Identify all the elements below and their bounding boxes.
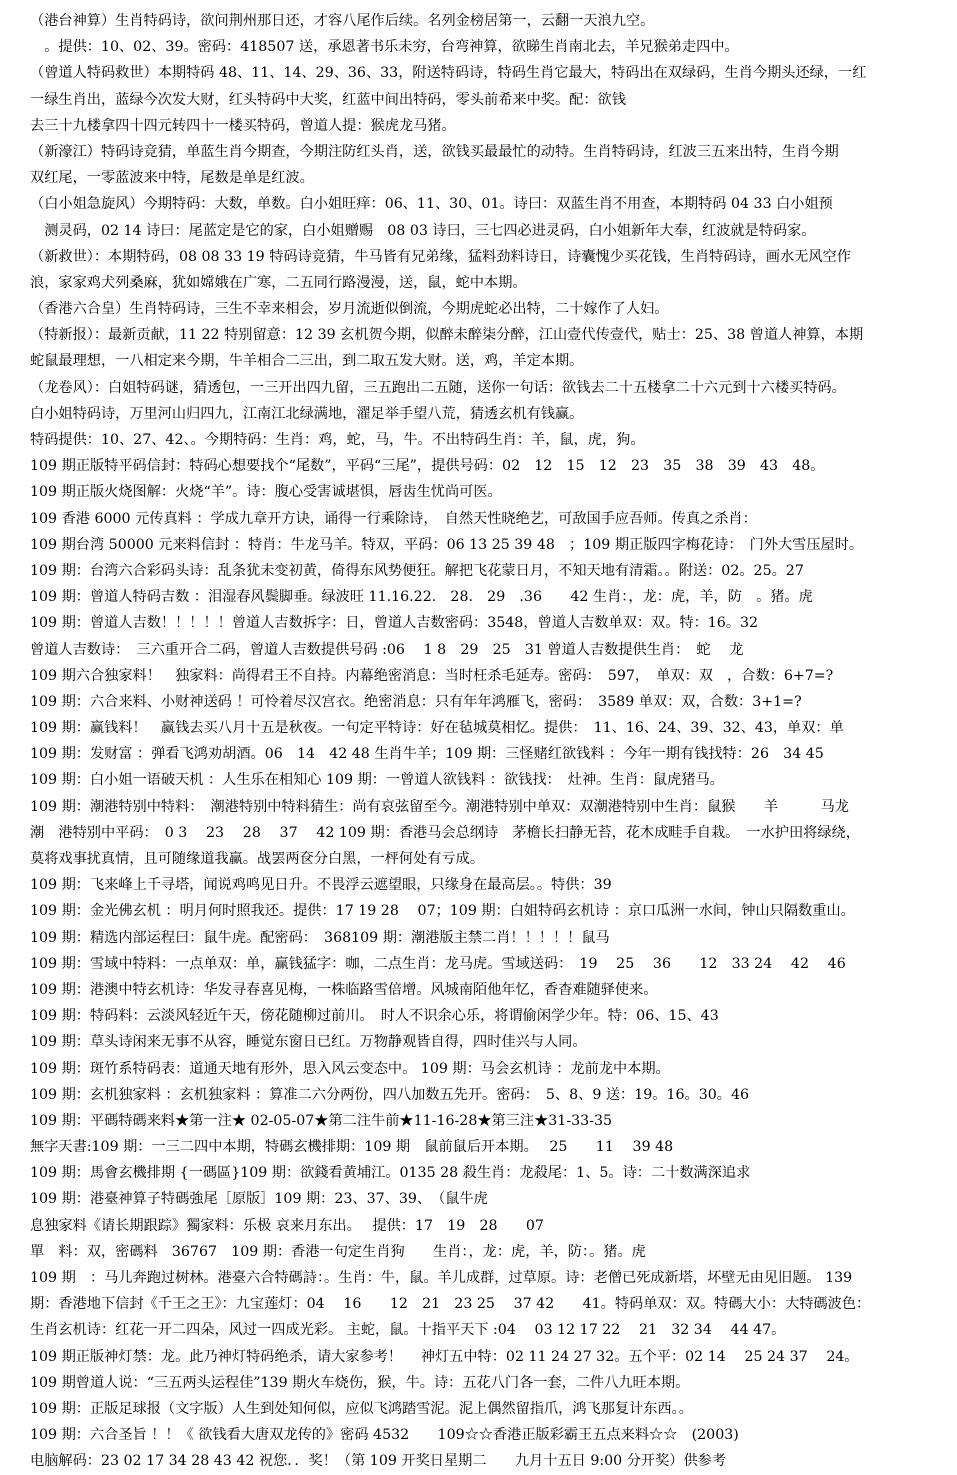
text-line: 息独家料《请长期跟踪》獨家料：乐极 哀来月东出。 提供：17 19 28 07 [30,1217,544,1234]
text-line: （龙卷风）：白姐特码谜，猜透包，一三开出四九留，三五跑出二五随，送你一句话：欲钱去二十五楼拿二十六元到十六楼买特码。 [30,379,846,396]
text-line: 109 期：玄机独家料 ：玄机独家料 ：算准二六分两份，四八加数五先开。密码： 5、8、9 送：19。16。30。46 [30,1086,750,1103]
text-line: 109 期：六合来料、小财神送码 ！可怜着尽汉宫衣。绝密消息：只有年年鸿雁飞，密码： 3589 单双：双，合数：3+1=? [30,693,802,710]
text-line: 生肖玄机诗：红花一开二四朵，风过一四成光彩。 主蛇，鼠。十指平天下 :04 03 12 17 22 21 32 34 44 47。 [30,1322,786,1339]
text-line: 。提供：10、02、39。密码：418507 送，承恩著书乐未穷，台弯神算，欲睇生肖南北去，羊兄猴弟走四中。 [30,39,739,56]
text-line: 去三十九楼拿四十四元转四十一楼买特码，曾道人提：猴虎龙马猪。 [30,117,456,134]
text-line: 109 期：曾道人特码吉数 ：泪湿春风鬓脚垂。绿波旺 11.16.22. 28. 29 .36 42 生肖：，龙：虎，羊，防 。猪。虎 [30,589,813,606]
text-line: 109 期：飞来峰上千寻塔，闻说鸡鸣见日升。不畏浮云遮望眼，只缘身在最高层。。特供：39 [30,877,612,894]
text-line: （新濠江）特码诗竞猜，单蓝生肖今期查，今期注防红头肖，送，欲钱买最最忙的动特。生肖特码诗，红波三五来出特，生肖今期 [30,143,839,160]
text-line: （新救世）：本期特码，08 08 33 19 特码诗竞猜，牛马皆有兄弟缘，猛料劲料诗日，诗囊愧少买花钱，生肖特码诗，画水无风空作 [30,248,851,265]
text-line: 109 期：港臺神算子特碼強尾［原版］109 期：23、37、39、 （鼠牛虎 [30,1191,488,1208]
text-line: 109 期：六合圣旨 ！！《 欲钱看大唐双龙传的》密码 4532 109☆☆香港正版彩霸王五点来料☆☆ (2003) [30,1427,739,1444]
text-line: 109 期正版神灯禁：龙。此乃神灯特码绝杀，请大家参考！ 神灯五中特：02 11 24 27 32。五个平：02 14 25 24 37 24。 [30,1348,859,1365]
text-line: 白小姐特码诗，万里河山归四九，江南江北绿满地，濯足举手望八荒，猜透玄机有钱赢。 [30,405,584,422]
text-line: 浪，家家鸡犬列桑麻，犹如嫦娥在广寒，二五同行路漫漫，送，鼠，蛇中本期。 [30,274,527,291]
text-line: 109 期：馬會玄機排期 {一碼區}109 期：欲錢看黄埔江。0135 28 殺生肖：龙殺尾：1、5。诗：二十数满深追求 [30,1165,751,1182]
text-line: 109 期：港澳中特玄机诗：华发寻春喜见梅，一株临路雪倍增。风城南陌他年忆，香杳难随驿使来。 [30,981,658,998]
text-line: （曾道人特码救世）本期特码 48、11、14、29、36、33，附送特码诗，特码生肖它最大，特码出在双绿码，生肖今期头还绿，一红 [30,65,867,82]
text-line: 單 料：双，密碼料 36767 109 期：香港一句定生肖狗 生肖：，龙：虎，羊，防：。猪。虎 [30,1243,646,1260]
text-line: 曾道人吉数诗： 三六重开合二码，曾道人吉数提供号码 :06 1 8 29 25 31 曾道人吉数提供生肖： 蛇 龙 [30,641,744,658]
text-line: （香港六合皇）生肖特码诗，三生不幸来相会，岁月流逝似倒流，今期虎蛇必出特，二十嫁作了人妇。 [30,301,669,318]
text-line: 109 期：雪域中特料：一点单双：单，赢钱猛字：咖，二点生肖：龙马虎。雪域送码： 19 25 36 12 33 24 42 46 [30,955,846,972]
text-line: 109 期：白小姐一语破天机 ：人生乐在相知心 109 期：一曾道人欲钱料 ：欲钱找： 灶神。生肖：鼠虎猪马。 [30,772,724,789]
text-line: 109 期曾道人说：“三五两头运程佳”139 期火车烧伤，猴，牛。诗：五花八门各一套，二件八九旺本期。 [30,1374,690,1391]
text-line: 电脑解码：23 02 17 34 28 43 42 祝您．．奖！（第 109 开奖日星期二 九月十五日 9:00 分开奖）供参考 [30,1453,727,1470]
text-line: 109 期：平碼特碼来料★第一注★ 02-05-07★第二注牛前★11-16-28★第三注★31-33-35 [30,1112,613,1129]
text-line: 期：香港地下信封《千王之王》：九宝莲灯：04 16 12 21 23 25 37 42 41。特码单双：双。特碼大小：大特碼波色： [30,1296,871,1313]
text-line: 109 期 ：马儿奔跑过树林。港臺六合特碼詩：。生肖：牛，鼠。羊儿成群，过草原。诗：老僧已死成新塔，坏壁无由见旧题。 139 [30,1270,853,1286]
text-line: 蛇鼠最理想，一八相定来今期，牛羊相合二三出，到二取五发大财。送，鸡，羊定本期。 [30,353,584,370]
text-line: 109 期正版火烧图解：火烧“羊”。诗：腹心受害诚堪惧，唇齿生忧尚可医。 [30,484,502,501]
text-line: （特新报）：最新贡献，11 22 特别留意：12 39 玄机贺今期，似醉未醉柒分醉，江山壹代传壹代，贴士：25、38 曾道人神算，本期 [30,327,864,344]
text-line: 109 期：台湾六合彩码头诗：乱条犹未变初黄，倚得东风势便狂。解把飞花蒙日月，不知天地有清霜。。附送：02。25。27 [30,562,804,579]
text-line: 潮 港特别中平码： 0 3 23 28 37 42 109 期：香港马会总纲诗 茅檐长扫静无苔，花木成畦手自栽。 一水护田将绿绕， [30,824,860,841]
text-line: 一绿生肖出，蓝绿今次发大财，红头特码中大奖，红蓝中间出特码，零头前希来中奖。配：欲钱 [30,91,626,108]
text-line: 109 期：金光佛玄机 ：明月何时照我还。提供：17 19 28 07；109 期：白姐特码玄机诗 ：京口瓜洲一水间，钟山只隔数重山。 [30,903,855,920]
text-line: 109 期：潮港特别中特料： 潮港特别中特料猜生：尚有哀弦留至今。潮港特别中单双：双潮港特别中生肖：鼠猴 羊 马龙 [30,798,849,815]
text-line: 109 期六合独家料！ 独家料：尚得君王不自持。内幕绝密消息：当时枉杀毛延寿。密码： 597， 单双：双 ，合数：6+7=? [30,667,834,684]
text-line: 109 期：精选内部运程曰：鼠牛虎。配密码： 368109 期：潮港版主禁二肖！！！！！鼠马 [30,929,610,946]
text-line: 109 期台湾 50000 元来料信封 ：特肖：牛龙马羊。特双，平码：06 13 25 39 48 ；109 期正版四字梅花诗： 门外大雪压屋时。 [30,536,864,553]
text-line: 特码提供：10、27、42、。今期特码：生肖：鸡，蛇，马，牛。不出特码生肖：羊，鼠，虎，狗。 [30,432,645,448]
text-line: 测灵码，02 14 诗曰：尾蓝定是它的家，白小姐赠赐 08 03 诗曰，三七四必进灵码，白小姐新年大奉，红波就是特码家。 [30,222,816,239]
text-line: 109 期：曾道人吉数！！！！！曾道人吉数拆字：日，曾道人吉数密码：3548，曾道人吉数单双：双。特：16。32 [30,615,759,632]
lottery-tips-document [30,8,946,1475]
text-line: （港台神算）生肖特码诗，欲问荆州那日还，才容八尾作后续。名列金榜居第一，云翻一天浪九空。 [30,13,655,29]
text-line: 109 期正版特平码信封：特码心想要找个“尾数”，平码“三尾”，提供号码：02 12 15 12 23 35 38 39 43 48。 [30,458,825,475]
text-line: 109 期：正版足球报（文字版）人生到处知何似，应似飞鸿踏雪泥。泥上偶然留指爪，鸿飞那复计东西。。 [30,1400,693,1417]
text-line: 109 期：斑竹系特码表：道通天地有形外，思入风云变态中。 109 期：马会玄机诗 ：龙前龙中本期。 [30,1060,670,1077]
text-line: 109 期：赢钱料！ 赢钱去买八月十五是秋夜。一句定平特诗：好在毡城莫相忆。提供： 11、16、24、39、32、43，单双：单 [30,720,844,737]
text-line: （白小姐急旋风）今期特码：大数，单数。白小姐旺痒：06、11、30、01。诗曰：双蓝生肖不用查，本期特码 04 33 白小姐预 [30,196,833,213]
text-line: 109 期：发财富 ：弹看飞鸿劝胡酒。06 14 42 48 生肖牛羊；109 期：三怪赌红欲钱料 ：今年一期有钱找特：26 34 45 [30,746,824,763]
text-line: 109 期：草头诗闲来无事不从容，睡觉东窗日已红。万物静观皆自得，四时佳兴与人同。 [30,1034,587,1051]
text-line: 莫将戏事扰真情，且可随缘道我赢。战罢两奁分白黑，一枰何处有亏成。 [30,851,485,867]
text-line: 109 期：特码料：云淡风轻近午天，傍花随柳过前川。 时人不识余心乐，将谓偷闲学少年。特：06、15、43 [30,1008,719,1025]
text-line: 双红尾，一零蓝波来中特，尾数是单是红波。 [30,170,314,187]
text-line: 109 香港 6000 元传真料 ：学成九章开方诀，诵得一行乘除诗， 自然天性晓绝艺，可敌国手应吾师。传真之杀肖： [30,510,757,527]
text-line: 無字天書:109 期：一三二四中本期，特碼玄機排期：109 期 鼠前鼠后开本期。 25 11 39 48 [30,1139,674,1156]
